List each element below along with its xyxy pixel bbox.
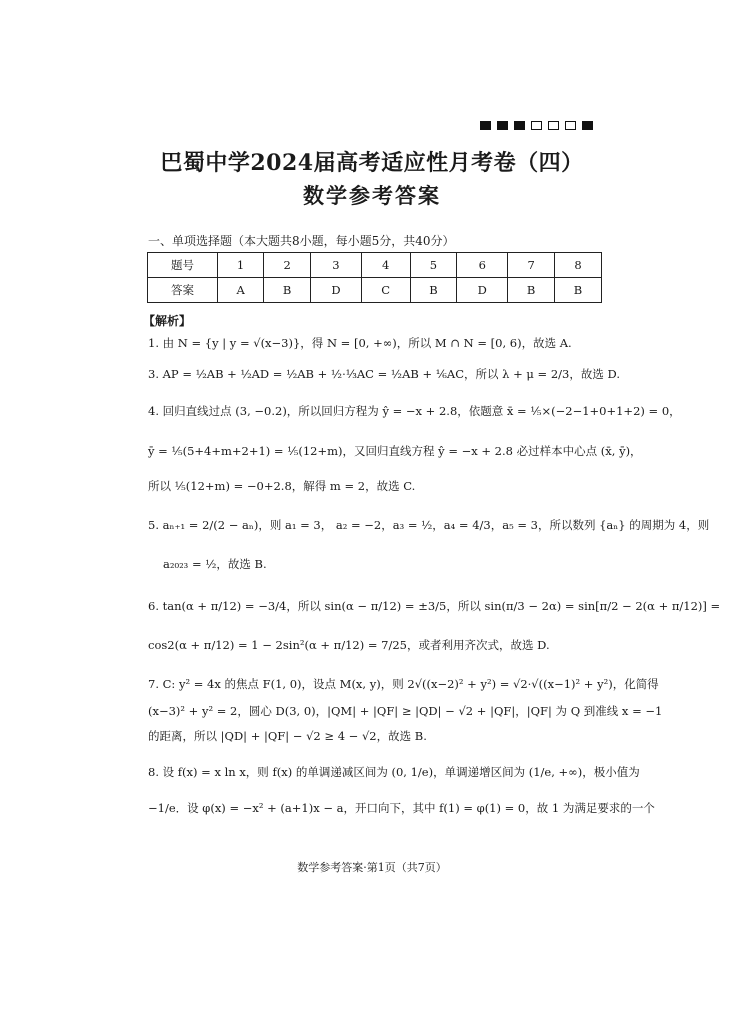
header-marks <box>480 121 593 130</box>
filled-square-mark <box>480 121 491 130</box>
solution-line: 所以 ⅕(12+m) = −0+2.8，解得 m = 2，故选 C. <box>148 479 416 493</box>
table-cell: D <box>311 278 362 303</box>
solution-line: 5. aₙ₊₁ = 2/(2 − aₙ)，则 a₁ = 3， a₂ = −2，a₃ = ½，a₄ = 4/3，a₅ = 3，所以数列 {aₙ} 的周期为 4，则 <box>148 518 710 532</box>
row-label-answer: 答案 <box>148 278 218 303</box>
table-cell: B <box>555 278 602 303</box>
table-cell: 6 <box>457 253 508 278</box>
empty-square-mark <box>531 121 542 130</box>
empty-square-mark <box>565 121 576 130</box>
filled-square-mark <box>497 121 508 130</box>
table-cell: A <box>218 278 264 303</box>
solution-line: (x−3)² + y² = 2，圆心 D(3, 0)，|QM| + |QF| ≥ |QD| − √2 + |QF|，|QF| 为 Q 到准线 x = −1 <box>148 704 663 718</box>
answer-table-row-answers <box>148 278 602 303</box>
solution-line: ȳ = ⅕(5+4+m+2+1) = ⅕(12+m)，又回归直线方程 ŷ = −x + 2.8 必过样本中心点 (x̄, ȳ)， <box>148 444 642 458</box>
table-cell: D <box>457 278 508 303</box>
solution-line: 的距离，所以 |QD| + |QF| − √2 ≥ 4 − √2，故选 B. <box>148 729 427 743</box>
solution-line: 8. 设 f(x) = x ln x，则 f(x) 的单调递减区间为 (0, 1/e)，单调递增区间为 (1/e, +∞)，极小值为 <box>148 765 640 779</box>
table-cell: B <box>264 278 311 303</box>
solution-line: cos2(α + π/12) = 1 − 2sin²(α + π/12) = 7/25，或者利用齐次式，故选 D. <box>148 638 550 652</box>
table-cell: 4 <box>361 253 410 278</box>
table-cell: 5 <box>410 253 457 278</box>
solution-line: 4. 回归直线过点 (3, −0.2)，所以回归方程为 ŷ = −x + 2.8，依题意 x̄ = ⅕×(−2−1+0+1+2) = 0， <box>148 404 681 418</box>
solution-line: 1. 由 N = {y | y = √(x−3)}，得 N = [0, +∞)，所以 M ∩ N = [0, 6)，故选 A. <box>148 336 572 350</box>
table-cell: 7 <box>508 253 555 278</box>
table-cell: 1 <box>218 253 264 278</box>
answer-table <box>147 252 602 303</box>
table-cell: 3 <box>311 253 362 278</box>
filled-square-mark <box>514 121 525 130</box>
section-heading: 一、单项选择题（本大题共8小题，每小题5分，共40分） <box>148 234 455 248</box>
solution-line: a₂₀₂₃ = ½，故选 B. <box>163 557 267 571</box>
solution-line: −1/e．设 φ(x) = −x² + (a+1)x − a，开口向下，其中 f(1) = φ(1) = 0，故 1 为满足要求的一个 <box>148 801 655 815</box>
table-cell: B <box>508 278 555 303</box>
page-footer: 数学参考答案·第1页（共7页） <box>297 861 447 874</box>
page-subtitle: 数学参考答案 <box>303 183 441 208</box>
table-cell: C <box>361 278 410 303</box>
analysis-heading: 【解析】 <box>143 314 192 328</box>
table-cell: B <box>410 278 457 303</box>
solution-line: 3. AP = ½AB + ½AD = ½AB + ½·⅓AC = ½AB + ⅙AC，所以 λ + μ = 2/3，故选 D. <box>148 367 620 381</box>
table-cell: 8 <box>555 253 602 278</box>
solution-line: 6. tan(α + π/12) = −3/4，所以 sin(α − π/12) = ±3/5，所以 sin(π/3 − 2α) = sin[π/2 − 2(α + π/12)] = <box>148 599 721 613</box>
solution-line: 7. C: y² = 4x 的焦点 F(1, 0)，设点 M(x, y)，则 2√((x−2)² + y²) = √2·√((x−1)² + y²)，化简得 <box>148 677 659 691</box>
table-cell: 2 <box>264 253 311 278</box>
row-label-number: 题号 <box>148 253 218 278</box>
empty-square-mark <box>548 121 559 130</box>
page-title: 巴蜀中学2024届高考适应性月考卷（四） <box>160 150 584 176</box>
answer-table-row-numbers <box>148 253 602 278</box>
filled-square-mark <box>582 121 593 130</box>
